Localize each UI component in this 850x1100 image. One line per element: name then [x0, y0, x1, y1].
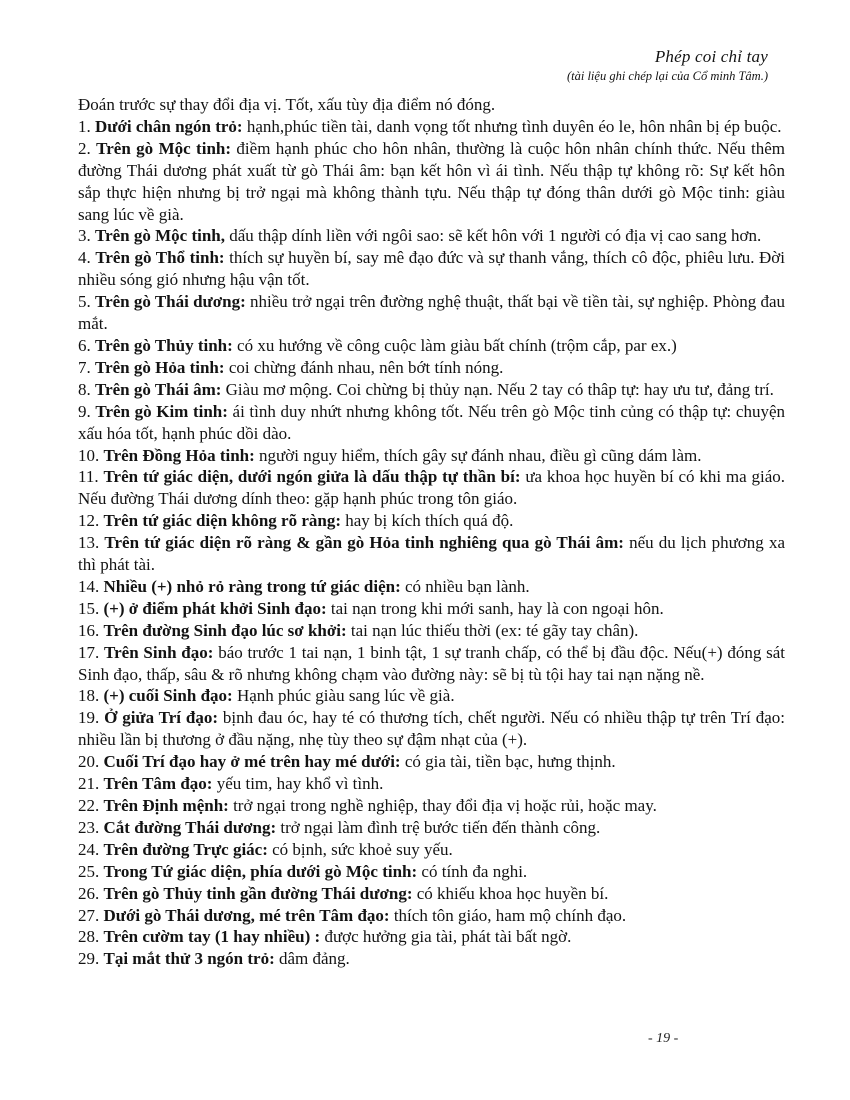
item-number: 8. — [78, 379, 91, 399]
list-item — [78, 773, 785, 795]
item-number: 21. — [78, 774, 100, 794]
item-text: ưa khoa học huyền bí có khi ma giáo. Nếu đường Thái dương dính theo: gặp hạnh phúc trong tôn giáo. — [78, 467, 786, 509]
item-text: Hạnh phúc giàu sang lúc về già. — [236, 686, 455, 706]
document-body — [78, 94, 785, 970]
item-lead: Dưới chân ngón trỏ: — [95, 116, 243, 136]
item-lead: Trên cườm tay (1 hay nhiều) : — [103, 927, 321, 947]
list-item — [78, 357, 785, 379]
item-text: thích tôn giáo, ham mộ chính đạo. — [393, 905, 627, 925]
item-number: 2. — [78, 138, 91, 158]
item-text: thích sự huyền bí, say mê đạo đức và sự thanh vắng, thích cô độc, phiêu lưu. Đời nhiều sóng gió nhưng hậu vận tốt. — [78, 248, 785, 290]
item-number: 10. — [78, 445, 100, 465]
list-item — [78, 642, 785, 686]
item-lead: Dưới gò Thái dương, mé trên Tâm đạo: — [103, 905, 390, 925]
item-number: 19. — [78, 708, 100, 728]
item-lead: Trên gò Mộc tinh, — [95, 226, 226, 246]
item-number: 25. — [78, 861, 100, 881]
item-lead: Trên gò Thổ tinh: — [95, 248, 225, 268]
item-text: người nguy hiểm, thích gây sự đánh nhau, điều gì cũng dám làm. — [259, 445, 702, 465]
item-text: nếu du lịch phương xa thì phát tài. — [78, 533, 785, 575]
list-item — [78, 751, 785, 773]
list-item — [78, 861, 785, 883]
item-text: tai nạn trong khi mới sanh, hay là con ngoại hôn. — [330, 598, 664, 618]
item-lead: Nhiều (+) nhỏ rỏ ràng trong tứ giác diện: — [103, 576, 401, 596]
document-subtitle: (tài liệu ghi chép lại của Cổ minh Tâm.) — [566, 69, 768, 84]
item-text: có bịnh, sức khoẻ suy yếu. — [272, 839, 453, 859]
list-item — [78, 466, 785, 510]
item-text: hạnh,phúc tiền tài, danh vọng tốt nhưng tình duyên éo le, hôn nhân bị ép buộc. — [246, 116, 782, 136]
item-number: 17. — [78, 642, 100, 662]
item-number: 18. — [78, 686, 100, 706]
item-lead: Tại mắt thử 3 ngón trỏ: — [103, 949, 275, 969]
item-number: 5. — [78, 292, 91, 312]
item-lead: Trên tứ giác diện rõ ràng & gần gò Hỏa tinh nghiêng qua gò Thái âm: — [104, 533, 624, 553]
item-text: ái tình duy nhứt nhưng không tốt. Nếu trên gò Mộc tinh củng có thập tự: chuyện xấu hóa tốt, hạnh phúc dồi dào. — [78, 401, 785, 443]
item-text: có khiếu khoa học huyền bí. — [416, 883, 609, 903]
item-text: nhiều trở ngại trên đường nghệ thuật, thất bại về tiền tài, sự nghiệp. Phòng đau mắt. — [78, 292, 785, 334]
item-number: 22. — [78, 796, 100, 815]
item-number: 23. — [78, 817, 100, 837]
item-number: 3. — [78, 226, 91, 246]
item-number: 14. — [78, 576, 100, 596]
list-item — [78, 225, 785, 247]
item-lead: Trên gò Thủy tinh: — [95, 335, 233, 355]
item-number: 16. — [78, 620, 100, 640]
item-lead: Trên Định mệnh: — [103, 796, 229, 815]
item-text: được hưởng gia tài, phát tài bất ngờ. — [324, 927, 572, 947]
item-text: dâm đảng. — [278, 949, 350, 969]
list-item — [78, 839, 785, 861]
item-number: 20. — [78, 752, 100, 772]
list-item — [78, 685, 785, 707]
item-lead: Trên đường Sinh đạo lúc sơ khởi: — [103, 620, 347, 640]
item-lead: Trên Sinh đạo: — [104, 642, 214, 662]
list-item — [78, 445, 785, 467]
item-text: có gia tài, tiền bạc, hưng thịnh. — [404, 752, 616, 772]
item-lead: Cuối Trí đạo hay ở mé trên hay mé dưới: — [103, 752, 401, 772]
item-text: Giàu mơ mộng. Coi chừng bị thủy nạn. Nếu 2 tay có thâp tự: hay ưu tư, đảng trí. — [225, 379, 774, 399]
document-title: Phép coi chỉ tay — [654, 47, 768, 66]
item-lead: Trên gò Kim tinh: — [95, 401, 228, 421]
list-item — [78, 926, 785, 948]
item-lead: Trên gò Thủy tinh gần đường Thái dương: — [103, 883, 413, 903]
item-lead: Ở giửa Trí đạo: — [104, 708, 219, 728]
item-number: 26. — [78, 883, 100, 903]
list-item — [78, 138, 785, 226]
list-item — [78, 905, 785, 927]
item-text: bịnh đau óc, hay té có thương tích, chết người. Nếu có nhiều thập tự trên Trí đạo: nhiều lần bị thương ở đầu nặng, nhẹ tùy theo sự đậm nhạt của (+). — [78, 708, 786, 750]
item-text: có nhiều bạn lành. — [405, 576, 530, 596]
item-number: 9. — [78, 401, 91, 421]
item-number: 6. — [78, 335, 91, 355]
items-list — [78, 116, 785, 970]
list-item — [78, 116, 785, 138]
item-lead: Trên Tâm đạo: — [103, 774, 213, 794]
item-text: tai nạn lúc thiếu thời (ex: té gãy tay chân). — [350, 620, 639, 640]
item-number: 28. — [78, 927, 100, 947]
list-item — [78, 510, 785, 532]
item-number: 12. — [78, 511, 100, 531]
item-number: 27. — [78, 905, 100, 925]
item-lead: Trên gò Hỏa tinh: — [95, 357, 225, 377]
list-item — [78, 620, 785, 642]
list-item — [78, 576, 785, 598]
list-item — [78, 335, 785, 357]
item-number: 15. — [78, 598, 100, 618]
item-number: 29. — [78, 949, 100, 969]
list-item — [78, 379, 785, 401]
item-lead: Trên gò Mộc tinh: — [96, 138, 232, 158]
item-text: điềm hạnh phúc cho hôn nhân, thường là cuộc hôn nhân chính thức. Nếu thêm đường Thái dương phát xuất từ gò Thái âm: bạn kết hôn vì ái tình. Nếu thập tự không rõ: Sự kết hôn sắp thực hiện nhưng bị trở ngại mà không thành tựu. Nếu thập tự đóng thân dưới gò Mộc tinh: giàu sang lúc về già. — [78, 138, 786, 224]
item-number: 11. — [78, 467, 99, 487]
item-number: 7. — [78, 357, 91, 377]
list-item — [78, 532, 785, 576]
item-lead: Trên gò Thái âm: — [95, 379, 222, 399]
item-text: trở ngại trong nghề nghiệp, thay đổi địa vị hoặc rủi, hoặc may. — [233, 796, 657, 815]
page-number: - 19 - — [648, 1031, 679, 1046]
item-text: yếu tim, hay khổ vì tình. — [216, 774, 384, 794]
list-item — [78, 291, 785, 335]
item-lead: Cắt đường Thái dương: — [103, 817, 277, 837]
item-text: có tính đa nghi. — [421, 861, 528, 881]
item-lead: Trên tứ giác diện, dưới ngón giửa là dấu thập tự thần bí: — [103, 467, 521, 487]
list-item — [78, 707, 785, 751]
item-number: 1. — [78, 116, 91, 136]
list-item — [78, 883, 785, 905]
item-text: hay bị kích thích quá độ. — [345, 511, 514, 531]
list-item — [78, 598, 785, 620]
intro-paragraph: Đoán trước sự thay đổi địa vị. Tốt, xấu tùy địa điểm nó đóng. — [78, 95, 496, 114]
item-text: coi chừng đánh nhau, nên bớt tính nóng. — [228, 357, 504, 377]
list-item — [78, 817, 785, 839]
item-number: 13. — [78, 533, 100, 553]
list-item — [78, 948, 785, 970]
list-item — [78, 247, 785, 291]
item-lead: Trên Đồng Hỏa tinh: — [103, 445, 255, 465]
item-number: 24. — [78, 839, 100, 859]
item-lead: Trên đường Trực giác: — [103, 839, 268, 859]
item-text: báo trước 1 tai nạn, 1 binh tật, 1 sự tranh chấp, có thể bị đầu độc. Nếu(+) đóng sát Sinh đạo, thấp, sâu & rõ nhưng không chạm vào đường này: sẽ bị tù tội hay tai nạn nặng nề. — [78, 642, 786, 684]
item-text: có xu hướng về công cuộc làm giàu bất chính (trộm cắp, par ex.) — [237, 335, 677, 355]
list-item — [78, 401, 785, 445]
item-lead: (+) ở điểm phát khởi Sinh đạo: — [103, 598, 327, 618]
item-lead: (+) cuối Sinh đạo: — [103, 686, 233, 706]
item-lead: Trên gò Thái dương: — [95, 292, 246, 312]
item-text: trở ngại làm đình trệ bước tiến đến thành công. — [280, 817, 601, 837]
item-number: 4. — [78, 248, 91, 268]
item-lead: Trong Tứ giác diện, phía dưới gò Mộc tinh: — [103, 861, 418, 881]
item-lead: Trên tứ giác diện không rõ ràng: — [103, 511, 342, 531]
item-text: dấu thập dính liền với ngôi sao: sẽ kết hôn với 1 người có địa vị cao sang hơn. — [229, 226, 762, 246]
list-item — [78, 795, 785, 817]
page-header — [567, 46, 768, 85]
